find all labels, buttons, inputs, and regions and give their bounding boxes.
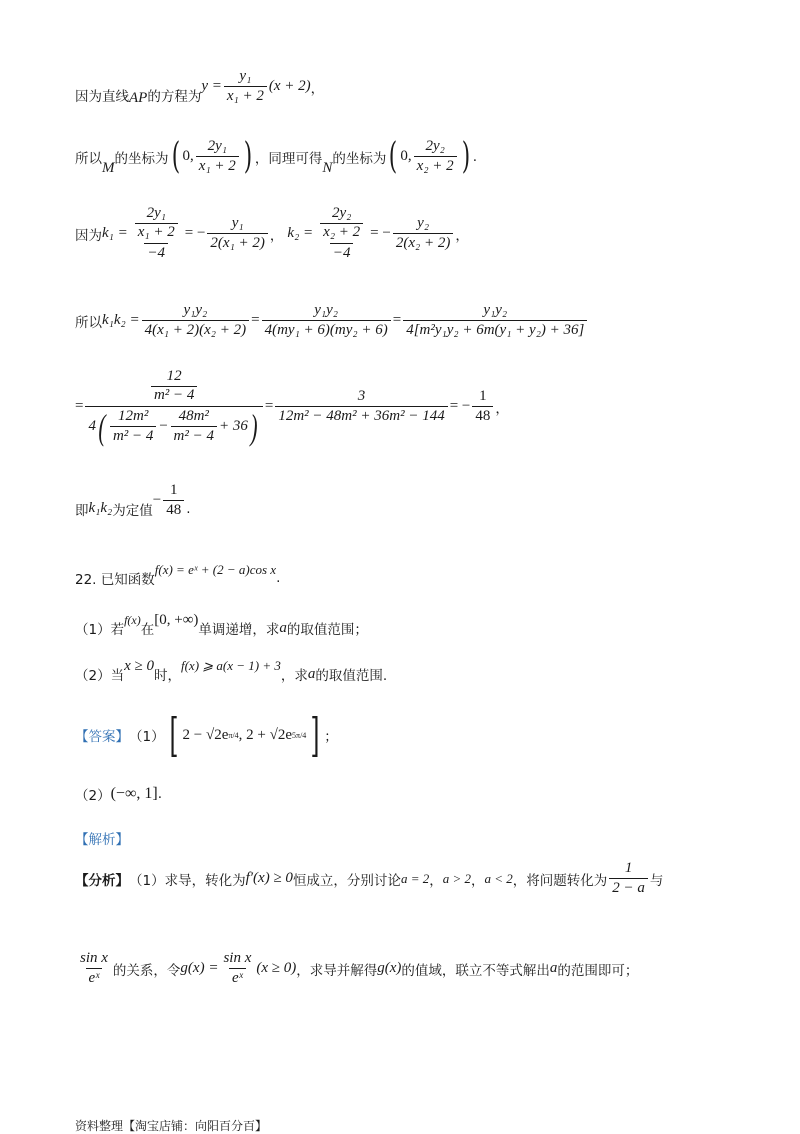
math: k₁k₂: [88, 500, 113, 516]
math: −: [152, 492, 162, 508]
answer-label: 【答案】: [75, 729, 129, 745]
fraction: $\frac{\text{sin x}}{\text{eˣ}}$: [223, 950, 252, 986]
text: 在: [140, 622, 155, 638]
answer-1: 【答案】 （1） [ 2 − √2e π/4 , 2 + √2e 5π/4 ] ；: [75, 708, 338, 762]
math: k₁ =: [102, 225, 128, 241]
analysis-line-2: [75, 950, 638, 987]
text: 的值域，联立不等式解出: [401, 962, 550, 979]
math: k₂ =: [287, 225, 314, 241]
math: , 2 + √2e: [238, 726, 293, 743]
punct: .: [157, 786, 162, 802]
math: (x + 2): [268, 78, 311, 94]
question-22: [75, 560, 281, 588]
text: 所以: [75, 314, 102, 331]
text: 时，: [153, 668, 181, 684]
math-exponent: 5π/4: [292, 730, 307, 740]
text: 为定值: [112, 502, 153, 519]
text: （1）求导，转化为: [129, 872, 246, 889]
answer-2: [75, 784, 162, 804]
line-ap-equation: [75, 68, 324, 105]
math: 2 − √2e: [182, 726, 229, 743]
line-k1k2-product: [75, 302, 589, 339]
text: （1）若: [75, 622, 125, 638]
punct: ，: [495, 400, 509, 417]
interval: [0, +∞): [154, 611, 199, 628]
text: 的取值范围；: [286, 622, 368, 638]
fraction: $\frac{\text{y₁}}{\text{2(x₁ + 2)}}$: [207, 215, 268, 252]
analysis-heading: [75, 828, 129, 848]
math: =: [251, 312, 260, 328]
math: =: [264, 398, 274, 414]
text: 恒成立，分别讨论: [292, 872, 401, 889]
math: = −: [449, 398, 471, 414]
math-exponent: π/4: [228, 730, 239, 740]
text: 的取值范围.: [315, 668, 388, 684]
line-constant-result: [75, 482, 191, 519]
text: （2）: [75, 788, 111, 804]
text: ，求导并解得: [296, 962, 378, 979]
text: ，求: [280, 668, 308, 684]
analysis-tag: 【分析】: [75, 872, 129, 889]
fraction: $\frac{1}{48}$: [472, 388, 493, 425]
function-def: f(x) = eˣ + (2 − a)cos x: [154, 562, 277, 577]
line-simplification: [75, 368, 509, 445]
math: a = 2: [400, 870, 430, 886]
text: ，同理可得: [254, 150, 323, 167]
fraction: $\frac{\text{y₁y₂}}{\text{4(my₁ + 6)(my₂ + 6)}}$: [262, 302, 391, 339]
text: 因为直线: [75, 88, 129, 105]
analysis-label: 【解析】: [75, 832, 129, 848]
compound-fraction: $\frac{\frac{\text{2y₁}}{\text{x₁ + 2}}}{-4}$: [130, 205, 183, 262]
math: f(x): [124, 612, 141, 627]
fraction: $\frac{\text{sin x}}{\text{eˣ}}$: [80, 950, 108, 986]
math-a: a: [279, 619, 287, 636]
math-a: a: [549, 960, 558, 976]
big-fraction: $\frac{12}{\text{m² − 4}}$ 4 ( $\frac{\text{12m²}}{\text{m² − 4}}$ − $\frac{\text{48m²}}{\text{m² − 4}}$ + 36 ): [85, 368, 262, 445]
text: 单调递增，求: [198, 622, 280, 638]
math-ap: AP: [129, 90, 148, 106]
line-mn-coords: 所以 M 的坐标为 ( 0, $\frac{\text{2y₁}}{\text{x₁ + 2}}$ ) ，同理可得 N 的坐标为 ( 0, $\frac{\text{2y₂}}{\text{x₂ + 2}}$ ) .: [75, 135, 477, 177]
fraction: $\frac{\text{y₁y₂}}{\text{4[m²y₁y₂ + 6m(y₁ + y₂) + 36]}}$: [403, 302, 587, 339]
math: = −: [370, 225, 391, 241]
punct: ，: [471, 872, 485, 889]
analysis-line-1: [75, 860, 663, 897]
text: 的坐标为: [114, 150, 169, 167]
math: a < 2: [484, 870, 513, 886]
math: f′(x) ≥ 0: [245, 870, 293, 886]
math-a: a: [307, 665, 316, 682]
text: （2）当: [75, 668, 125, 684]
text: （1）: [129, 729, 165, 745]
math: y =: [201, 78, 222, 94]
math: =: [75, 398, 84, 414]
fraction: $\frac{\text{2y₁}}{\text{x₁ + 2}}$: [196, 138, 239, 175]
fraction: $\frac{\text{y₁y₂}}{\text{4(x₁ + 2)(x₂ + 2)}}$: [142, 302, 249, 339]
punct: ，: [310, 80, 325, 97]
text: 所以: [75, 150, 102, 167]
inequality: f(x) ⩾ a(x − 1) + 3: [180, 658, 281, 673]
math: k₁k₂ =: [102, 312, 140, 328]
question-number: 22. 已知函数: [75, 572, 155, 588]
interval: (−∞, 1]: [110, 785, 158, 802]
punct: ，: [269, 227, 284, 244]
text: 的坐标为: [332, 150, 387, 167]
punct: ；: [324, 729, 338, 745]
fraction: $\frac{\text{y₂}}{\text{2(x₂ + 2)}}$: [393, 215, 454, 252]
part-2: [75, 656, 388, 684]
text: 因为: [75, 227, 102, 244]
fraction: $\frac{1}{48}$: [163, 482, 184, 519]
math: g(x): [377, 960, 402, 976]
fraction: $\frac{3}{\text{12m² − 48m² + 36m² − 144}}$: [275, 388, 447, 425]
math: 0,: [182, 148, 194, 164]
fraction: $\frac{\text{y₁}}{\text{x₁ + 2}}$: [224, 68, 267, 105]
math-n: N: [322, 160, 333, 176]
punct: .: [276, 570, 281, 586]
text: 的范围即可；: [557, 962, 639, 979]
part-1: [75, 610, 368, 638]
math: x ≥ 0: [124, 657, 154, 674]
punct: .: [472, 148, 477, 165]
math: g(x) =: [180, 960, 219, 976]
text: 即: [75, 502, 89, 519]
punct: ，: [455, 227, 469, 244]
math: =: [392, 312, 402, 328]
math: (x ≥ 0): [256, 960, 297, 976]
text: 与: [649, 872, 664, 889]
fraction: $\frac{\text{2y₂}}{\text{x₂ + 2}}$: [414, 138, 457, 175]
text: ，将问题转化为: [512, 872, 608, 889]
compound-fraction: $\frac{\frac{\text{2y₂}}{\text{x₂ + 2}}}{-4}$: [315, 205, 368, 262]
page-footer: 资料整理【淘宝店铺：向阳百分百】: [75, 1119, 268, 1133]
text: 的方程为: [147, 88, 202, 105]
punct: .: [186, 500, 191, 517]
math: a > 2: [442, 870, 471, 886]
math-m: M: [102, 160, 115, 176]
math: 0,: [400, 148, 412, 164]
text: 的关系，令: [112, 962, 181, 979]
punct: ，: [429, 872, 443, 889]
math: = −: [184, 225, 206, 241]
line-k1-k2: [75, 205, 469, 262]
fraction: $\frac{1}{2 - a}$: [609, 860, 648, 897]
